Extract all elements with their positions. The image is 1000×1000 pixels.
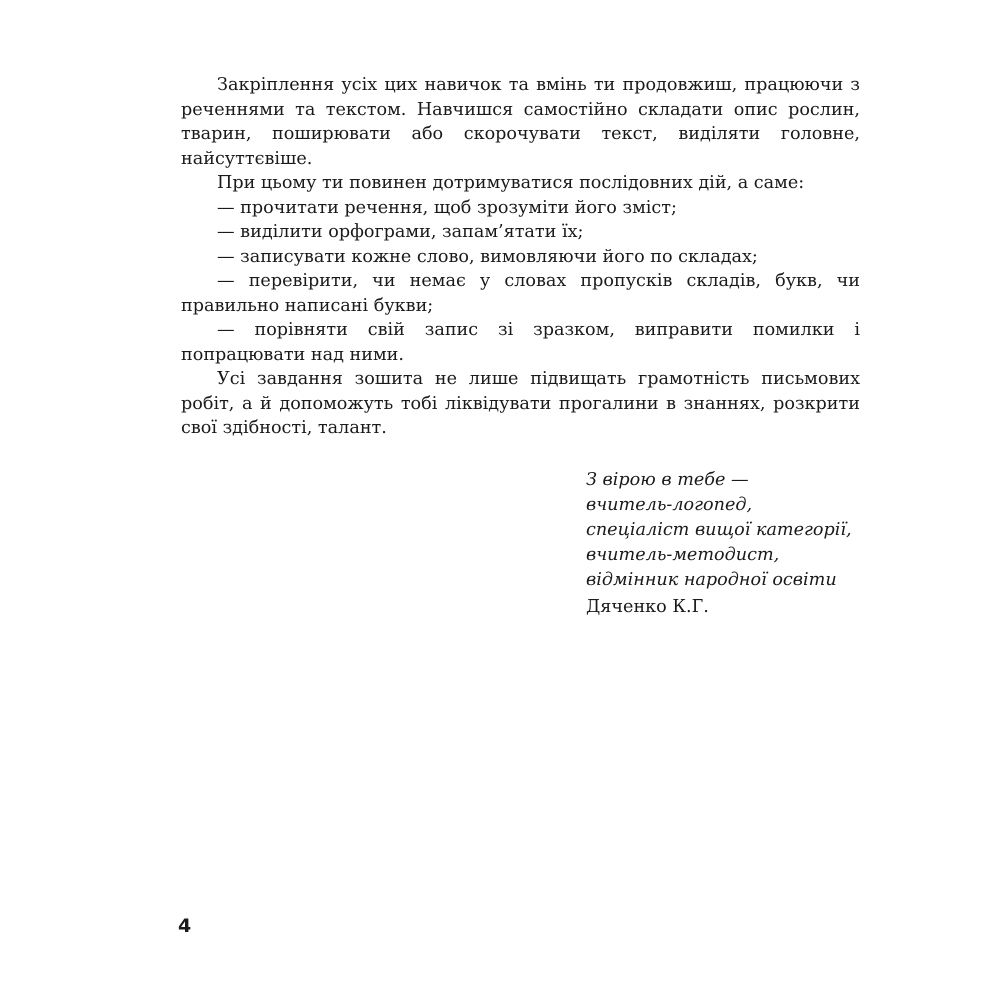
list-item-orthograms: — виділити орфограми, запам’ятати їх; bbox=[217, 222, 584, 242]
body-text bbox=[181, 73, 860, 441]
page-number: 4 bbox=[178, 915, 192, 937]
signature-line-award: відмінник народної освіти bbox=[586, 570, 837, 590]
paragraph-conclusion: Усі завдання зошита не лише підвищать грамотність письмових робіт, а й допоможуть тобі ліквідувати прогалини в знаннях, розкрити свої здібності, талант. bbox=[181, 369, 860, 438]
paragraph-steps-lead: При цьому ти повинен дотримуватися послідовних дій, а саме: bbox=[217, 173, 805, 193]
list-item-check: — перевірити, чи немає у словах пропусків складів, букв, чи правильно написані букви; bbox=[181, 271, 860, 316]
signature-line-category: спеціаліст вищої категорії, bbox=[586, 520, 852, 540]
signature-line-role: вчитель-логопед, bbox=[586, 495, 753, 515]
signature-line-greeting: З вірою в тебе — bbox=[586, 470, 749, 490]
signature-block bbox=[586, 468, 886, 620]
signature-line-methodist: вчитель-методист, bbox=[586, 545, 780, 565]
signature-author: Дяченко К.Г. bbox=[586, 597, 709, 617]
list-item-write-syllables: — записувати кожне слово, вимовляючи його по складах; bbox=[217, 246, 758, 267]
paragraph-intro: Закріплення усіх цих навичок та вмінь ти продовжиш, працюючи з реченнями та текстом. Навчишся самостійно складати опис рослин, тварин, поширювати або скорочувати текст, виділяти головне, найсуттєвіше. bbox=[181, 75, 860, 169]
list-item-compare: — порівняти свій запис зі зразком, виправити помилки і попрацювати над ними. bbox=[181, 320, 860, 365]
list-item-read: — прочитати речення, щоб зрозуміти його зміст; bbox=[217, 197, 677, 218]
